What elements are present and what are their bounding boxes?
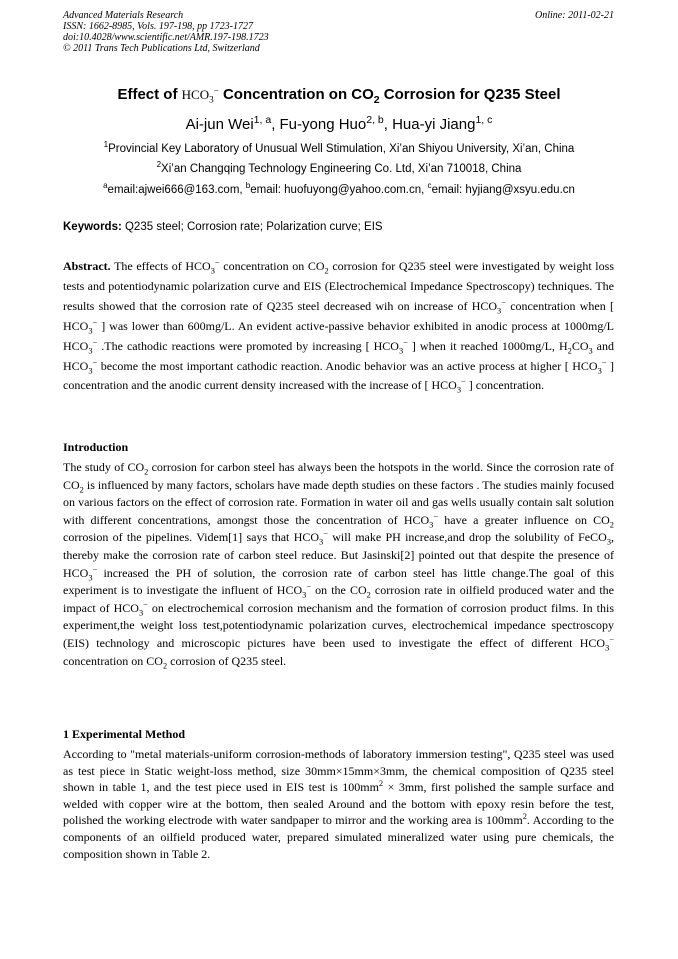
affiliation-2: $^2$Xi’an Changqing Technology Engineering Co. Ltd, Xi’an 710018, China [156,160,522,175]
hco3-ion: $HCO_3^-$ [373,337,408,356]
method-heading: 1 Experimental Method [63,727,185,741]
hco3-ion: $HCO_3^-$ [113,599,148,618]
title-ion: $HCO_3^-$ [181,85,219,105]
hco3-ion: $HCO_3^-$ [572,357,607,375]
keywords-label: Keywords: [63,221,122,233]
hco3-ion: $HCO_3^-$ [63,317,98,336]
abstract: Abstract. The effects of $HCO_3^-$ concentration on $CO_2$ corrosion for Q235 steel were investigated by weight loss tests and potentiodynamic polarization curve and EIS (Electrochemical Impedance Spectroscopy) techniques. The results showed that the corrosion rate of Q235 steel decreased wih on increase of $HCO_3^-$ concentration when [ $HCO_3^-$ ] was lower than 600mg/L. An evident active-passive behavior exhibited in anodic process at 1000mg/L $HCO_3^-$ .The cathodic reactions were promoted by increasing [ $HCO_3^-$ ] when it reached 1000mg/L, $H_2CO_3$ and $HCO_3^-$ become the most important cathodic reaction. Anodic behavior was an active process at higher [ $HCO_3^-$ ] concentration and the anodic current density increased with the increase of [ $HCO_3^-$ ] concentration. [63,258,615,395]
email-line: $^a$email:ajwei666@163.com, $^b$email: huofuyong@yahoo.com.cn, $^c$email: hyjiang@xsyu.edu.cn [103,181,575,196]
doi-line: doi:10.4028/www.scientific.net/AMR.197-198.1723 [63,32,269,43]
hco3-ion: $HCO_3^-$ [63,337,98,356]
abstract-label: Abstract. [63,259,111,273]
author-list: Ai-jun Wei$^{1, a}$, Fu-yong Huo$^{2, b}$, Hua-yi Jiang$^{1, c}$ [185,114,493,133]
hco3-ion: $HCO_3^-$ [471,297,506,316]
hco3-ion: $HCO_3^-$ [579,634,614,653]
online-date: Online: 2011-02-21 [535,10,614,21]
hco3-ion: $HCO_3^-$ [431,377,466,395]
issn-line: ISSN: 1662-8985, Vols. 197-198, pp 1723-1727 [63,21,253,32]
hco3-ion: $HCO_3^-$ [276,582,312,600]
copyright-line: © 2011 Trans Tech Publications Ltd, Switzerland [63,43,260,54]
hco3-ion: $HCO_3^-$ [185,258,220,276]
hco3-ion: $HCO_3^-$ [403,511,439,530]
hco3-ion: $HCO_3^-$ [63,564,98,582]
method-body: According to "metal materials-uniform corrosion-methods of laboratory immersion testing", Q235 steel was used as test piece in Static weight-loss method, size 30mm×15mm×3mm, the chemical composition of Q235 steel shown in table 1, and the test piece used in EIS test is $100mm^2 \times 3mm$, first polished the sample surface and welded with copper wire at the bottom, then sealed Around and the bottom with epoxy resin before the test, polished the working electrode with water sandpaper to mirror and the working area is $100mm^2$. According to the components of an oilfield produced water, prepared simulated mineralized water using pure chemicals, the composition shown in Table 2. [63,747,615,861]
introduction-heading: Introduction [63,440,129,454]
hco3-ion: $HCO_3^-$ [63,357,98,375]
hco3-ion: $HCO_3^-$ [293,529,328,547]
journal-header [63,10,269,54]
paper-title: Effect of $HCO_3^-$ Concentration on $CO_2$ Corrosion for Q235 Steel [117,85,561,106]
keywords: Keywords: Q235 steel; Corrosion rate; Polarization curve; EIS [63,221,383,233]
journal-name: Advanced Materials Research [63,10,184,21]
affiliation-1: $^1$Provincial Key Laboratory of Unusual Well Stimulation, Xi’an Shiyou University, Xi’an, China [103,140,575,155]
introduction-body: The study of $CO_2$ corrosion for carbon steel has always been the hotspots in the world. Since the corrosion rate of $CO_2$ is influenced by many factors, scholars have made depth studies on these factors . The studies mainly focused on various factors on the effect of corrosion rate. Formation in water oil and gas wells usually contain salt solution with different concentrations, amongst those the concentration of $HCO_3^-$ have a greater influence on $CO_2$ corrosion of the pipelines. Videm[1] says that $HCO_3^-$ will make PH increase,and drop the solubility of FeCO$_3$, thereby make the corrosion rate of carbon steel reduce. But Jasinski[2] pointed out that despite the presence of $HCO_3^-$ increased the PH of solution, the corrosion rate of carbon steel has little change.The goal of this experiment is to investigate the influent of $HCO_3^-$ on the $CO_2$ corrosion rate in oilfield produced water and the impact of $HCO_3^-$ on electrochemical corrosion mechanism and the formation of corrosion product films. In this experiment,the weight loss test,potentiodynamic polarization curves, electrochemical impedance spectroscopy (EIS) technology and microscopic pictures have been used to investigate the effect of different $HCO_3^-$ concentration on $CO_2$ corrosion of Q235 steel. [63,460,615,670]
